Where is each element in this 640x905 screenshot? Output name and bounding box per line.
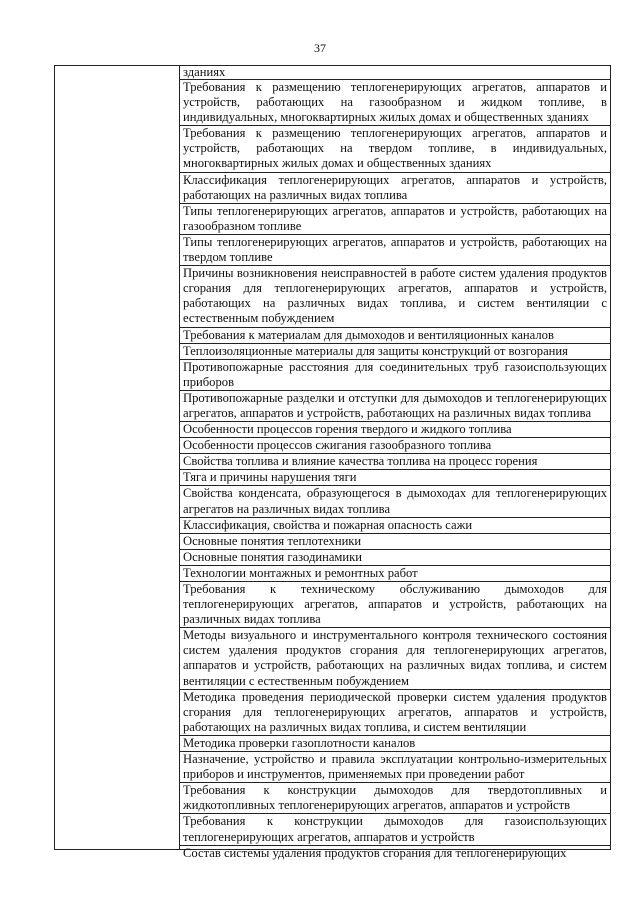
table-row: Требования к материалам для дымоходов и вентиляционных каналов xyxy=(180,328,610,344)
page-number: 37 xyxy=(314,41,326,55)
table-row: Теплоизоляционные материалы для защиты конструкций от возгорания xyxy=(180,344,610,360)
table-row: Классификация, свойства и пожарная опасность сажи xyxy=(180,518,610,534)
table-row: зданиях xyxy=(180,66,610,80)
table-row: Противопожарные разделки и отступки для дымоходов и теплогенерирующих агрегатов, аппаратов и устройств, работающих на различных видах топлива xyxy=(180,391,610,422)
table-row: Свойства топлива и влияние качества топлива на процесс горения xyxy=(180,454,610,470)
table-row: Требования к конструкции дымоходов для твердотопливных и жидкотопливных теплогенерирующих агрегатов, аппаратов и устройств xyxy=(180,783,610,814)
knowledge-column xyxy=(180,65,610,860)
table-row: Требования к размещению теплогенерирующих агрегатов, аппаратов и устройств, работающих на газообразном и жидком топливе, в индивидуальных, многоквартирных жилых домах и общественных зданиях xyxy=(180,80,610,126)
table-row: Технологии монтажных и ремонтных работ xyxy=(180,566,610,582)
table-row: Требования к размещению теплогенерирующих агрегатов, аппаратов и устройств, работающих на твердом топливе, в индивидуальных, многоквартирных жилых домах и общественных зданиях xyxy=(180,126,610,172)
table-row: Основные понятия теплотехники xyxy=(180,534,610,550)
table-row: Назначение, устройство и правила эксплуатации контрольно-измерительных приборов и инструментов, применяемых при проведении работ xyxy=(180,752,610,783)
table-row: Типы теплогенерирующих агрегатов, аппаратов и устройств, работающих на газообразном топливе xyxy=(180,204,610,235)
table-row: Методы визуального и инструментального контроля технического состояния систем удаления продуктов сгорания для теплогенерирующих агрегатов, аппаратов и устройств, работающих на различных видах топлива, и систем вентиляции с естественным побуждением xyxy=(180,628,610,689)
table-row: Методика проведения периодической проверки систем удаления продуктов сгорания для теплогенерирующих агрегатов, аппаратов и устройств, работающих на различных видах топлива, и систем вентиляции xyxy=(180,690,610,736)
table-row: Свойства конденсата, образующегося в дымоходах для теплогенерирующих агрегатов на различных видах топлива xyxy=(180,486,610,517)
table-row: Основные понятия газодинамики xyxy=(180,550,610,566)
table-row: Причины возникновения неисправностей в работе систем удаления продуктов сгорания для теплогенерирующих агрегатов, аппаратов и устройств, работающих на различных видах топлива, и систем вентиляции с естественным побуждением xyxy=(180,266,610,327)
table-row: Требования к техническому обслуживанию дымоходов для теплогенерирующих агрегатов, аппаратов и устройств, работающих на различных видах топлива xyxy=(180,582,610,628)
table-row: Требования к конструкции дымоходов для газоиспользующих теплогенерирующих агрегатов, аппаратов и устройств xyxy=(180,814,610,845)
table-row: Особенности процессов горения твердого и жидкого топлива xyxy=(180,422,610,438)
table-row: Состав системы удаления продуктов сгорания для теплогенерирующих xyxy=(183,845,567,860)
table-row: Тяга и причины нарушения тяги xyxy=(180,470,610,486)
table-row: Типы теплогенерирующих агрегатов, аппаратов и устройств, работающих на твердом топливе xyxy=(180,235,610,266)
table-row: Методика проверки газоплотности каналов xyxy=(180,736,610,752)
table-row: Противопожарные расстояния для соединительных труб газоиспользующих приборов xyxy=(180,360,610,391)
requirements-table xyxy=(54,65,611,860)
table-row: Классификация теплогенерирующих агрегатов, аппаратов и устройств, работающих на различных видах топлива xyxy=(180,173,610,204)
table-row: Особенности процессов сжигания газообразного топлива xyxy=(180,438,610,454)
